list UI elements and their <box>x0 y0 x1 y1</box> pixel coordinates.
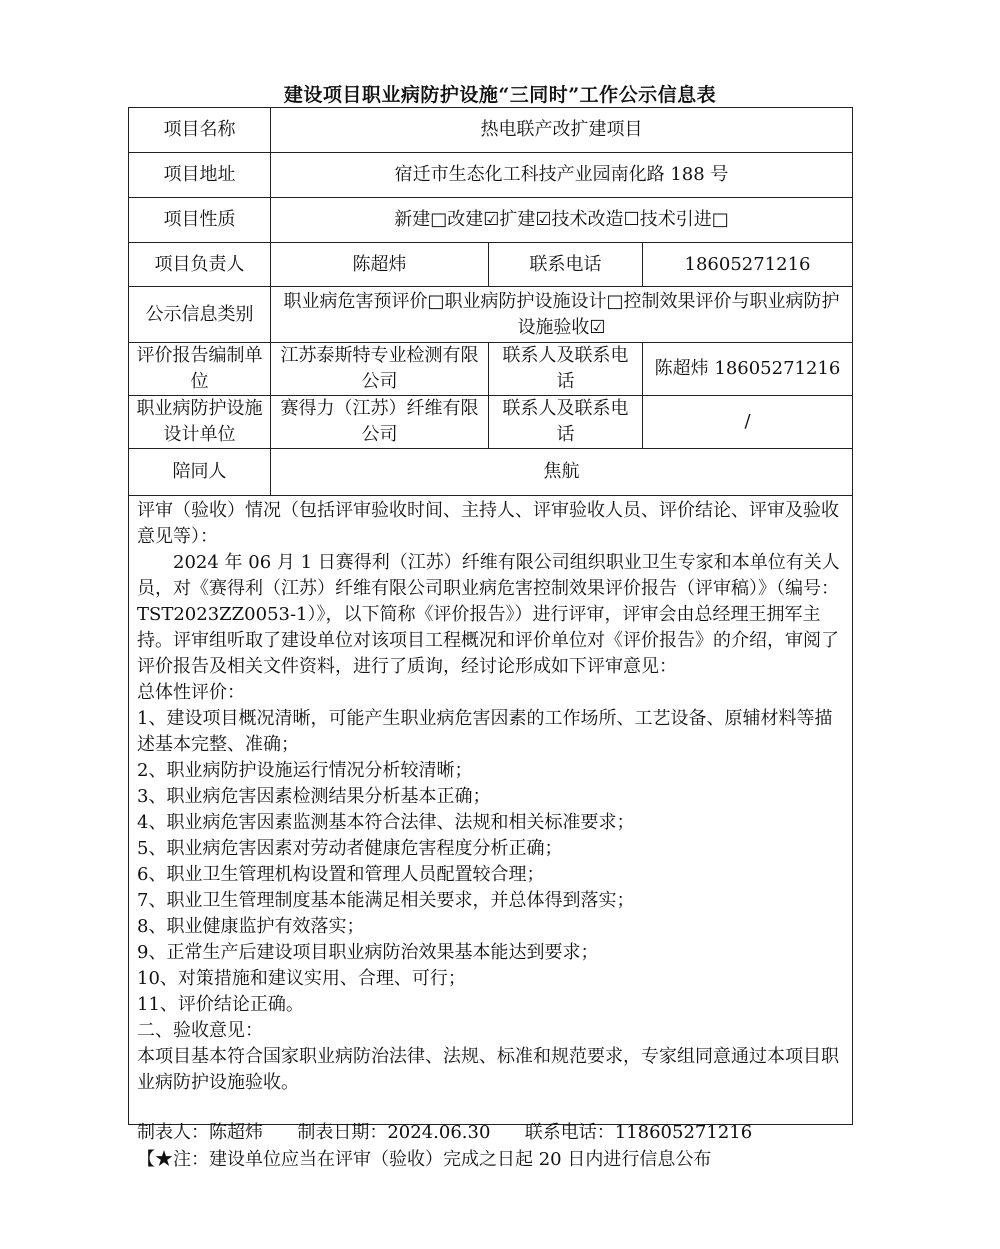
list-item: 8、职业健康监护有效落实； <box>137 916 365 937</box>
review-intro: 2024 年 06 月 1 日赛得利（江苏）纤维有限公司组织职业卫生专家和本单位有关人员，对《赛得利（江苏）纤维有限公司职业病危害控制效果评价报告（评审稿）》（编号：TST2023ZZ0053-1）》，以下简称《评价报告》）进行评审，评审会由总经理王拥军主持。评审组听取了建设单位对该项目工程概况和评价单位对《评价报告》的介绍，审阅了评价报告及相关文件资料，进行了质询，经讨论形成如下评审意见： <box>137 552 840 677</box>
maker-value: 陈超炜 <box>209 1122 263 1143</box>
review-heading: 评审（验收）情况（包括评审验收时间、主持人、评审验收人员、评价结论、评审及验收意见等）： <box>137 500 839 547</box>
list-item: 6、职业卫生管理机构设置和管理人员配置较合理； <box>137 864 545 885</box>
table-row <box>129 396 853 449</box>
date-value: 2024.06.30 <box>387 1122 491 1143</box>
table-row <box>129 243 853 287</box>
report-unit-value: 江苏泰斯特专业检测有限公司 <box>271 343 489 396</box>
list-item: 7、职业卫生管理制度基本能满足相关要求，并总体得到落实； <box>137 890 635 911</box>
footer-phone-value: 118605271216 <box>614 1122 753 1143</box>
nature-options: 新建□改建☑扩建☑技术改造☐技术引进□ <box>271 198 853 243</box>
table-row <box>129 153 853 198</box>
address-label: 项目地址 <box>129 153 271 198</box>
page-title: 建设项目职业病防护设施“三同时”工作公示信息表 <box>283 84 717 106</box>
companion-value: 焦航 <box>271 449 853 496</box>
table-row <box>129 287 853 343</box>
table-row <box>129 198 853 243</box>
table-row <box>129 449 853 496</box>
nature-label: 项目性质 <box>129 198 271 243</box>
table-row <box>129 343 853 396</box>
list-item: 5、职业病危害因素对劳动者健康危害程度分析正确； <box>137 838 563 859</box>
address-value: 宿迁市生态化工科技产业园南化路 188 号 <box>271 153 853 198</box>
phone-value: 18605271216 <box>643 243 853 287</box>
list-item: 11、评价结论正确。 <box>137 994 304 1015</box>
report-contact-value: 陈超炜 18605271216 <box>643 343 853 396</box>
category-options: 职业病危害预评价□职业病防护设施设计□控制效果评价与职业病防护设施验收☑ <box>271 287 853 343</box>
design-unit-label: 职业病防护设施设计单位 <box>129 396 271 449</box>
footer-note: 【★注：建设单位应当在评审（验收）完成之日起 20 日内进行信息公布 <box>137 1149 712 1170</box>
phone-label: 联系电话 <box>489 243 643 287</box>
report-contact-label: 联系人及联系电话 <box>489 343 643 396</box>
design-contact-value: / <box>643 396 853 449</box>
date-label: 制表日期： <box>297 1122 388 1143</box>
acceptance-heading: 二、验收意见： <box>137 1020 263 1041</box>
design-contact-label: 联系人及联系电话 <box>489 396 643 449</box>
maker-label: 制表人： <box>137 1122 209 1143</box>
category-label: 公示信息类别 <box>129 287 271 343</box>
list-item: 3、职业病危害因素检测结果分析基本正确； <box>137 786 491 807</box>
table-row <box>129 108 853 153</box>
project-name-label: 项目名称 <box>129 108 271 153</box>
companion-label: 陪同人 <box>129 449 271 496</box>
project-name-value: 热电联产改扩建项目 <box>271 108 853 153</box>
info-table <box>128 107 853 1125</box>
table-row <box>129 496 853 1125</box>
list-item: 4、职业病危害因素监测基本符合法律、法规和相关标准要求； <box>137 812 635 833</box>
design-unit-value: 赛得力（江苏）纤维有限公司 <box>271 396 489 449</box>
review-section <box>129 496 853 1125</box>
list-item: 2、职业病防护设施运行情况分析较清晰； <box>137 760 473 781</box>
list-item: 1、建设项目概况清晰，可能产生职业病危害因素的工作场所、工艺设备、原辅材料等描述基本完整、准确； <box>137 708 833 755</box>
footer-phone-label: 联系电话： <box>524 1122 615 1143</box>
overall-heading: 总体性评价： <box>137 682 245 703</box>
leader-label: 项目负责人 <box>129 243 271 287</box>
list-item: 10、对策措施和建议实用、合理、可行； <box>137 968 466 989</box>
acceptance-text: 本项目基本符合国家职业病防治法律、法规、标准和规范要求，专家组同意通过本项目职业病防护设施验收。 <box>137 1046 839 1093</box>
leader-value: 陈超炜 <box>271 243 489 287</box>
report-unit-label: 评价报告编制单位 <box>129 343 271 396</box>
footer-meta <box>137 1118 752 1144</box>
list-item: 9、正常生产后建设项目职业病防治效果基本能达到要求； <box>137 942 599 963</box>
